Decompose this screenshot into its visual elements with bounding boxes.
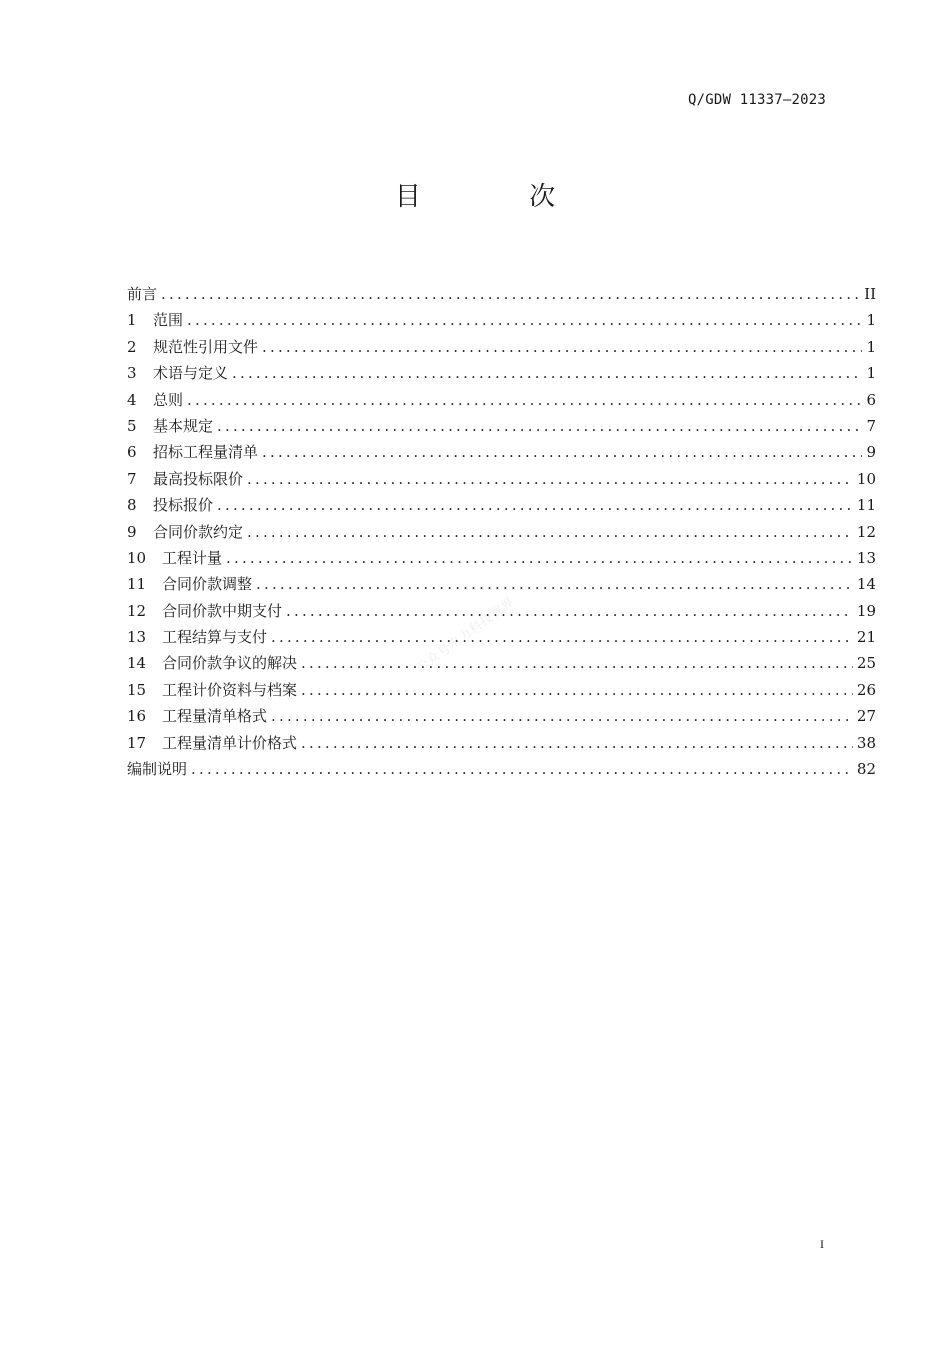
toc-leader-dots [217, 413, 862, 439]
toc-entry[interactable] [127, 307, 876, 333]
toc-entry[interactable] [127, 387, 876, 413]
toc-entry[interactable] [127, 571, 876, 597]
toc-leader-dots [161, 281, 860, 307]
toc-entry[interactable] [127, 492, 876, 518]
toc-entry-page: 27 [856, 707, 876, 726]
toc-entry-page: 38 [856, 733, 876, 752]
toc-entry-label: 工程计价资料与档案 [162, 680, 298, 699]
toc-entry-label: 工程计量 [162, 548, 223, 567]
toc-entry[interactable] [127, 413, 876, 439]
toc-leader-dots [247, 519, 853, 545]
toc-entry-number: 10 [127, 548, 147, 567]
page-number: I [820, 1237, 824, 1251]
toc-entry-number: 12 [127, 601, 147, 620]
toc-leader-dots [232, 360, 862, 386]
toc-entry-page: 13 [856, 548, 876, 567]
toc-entry-label: 前言 [127, 285, 158, 303]
toc-entry-label: 最高投标限价 [153, 469, 244, 488]
toc-entry-number: 16 [127, 707, 147, 726]
toc-entry-page: 9 [866, 443, 876, 462]
toc-entry-page: 19 [856, 601, 876, 620]
toc-entry-page: 7 [866, 416, 876, 435]
toc-entry-label: 工程量清单计价格式 [162, 733, 298, 752]
toc-entry-number: 4 [127, 390, 137, 409]
toc-entry-page: 1 [866, 311, 876, 330]
toc-entry[interactable] [127, 281, 876, 307]
toc-entry-number: 11 [127, 575, 147, 594]
toc-leader-dots [271, 703, 853, 729]
toc-entry[interactable] [127, 650, 876, 676]
watermark-text: 公众号电力科技视界 [414, 594, 518, 675]
toc-entry-label: 规范性引用文件 [153, 337, 259, 356]
toc-entry-page: 26 [856, 680, 876, 699]
toc-entry[interactable] [127, 598, 876, 624]
table-of-contents [127, 281, 876, 782]
toc-leader-dots [301, 677, 853, 703]
toc-entry[interactable] [127, 360, 876, 386]
toc-leader-dots [217, 492, 853, 518]
toc-entry-page: 25 [856, 654, 876, 673]
toc-entry-number: 13 [127, 628, 147, 647]
toc-leader-dots [301, 730, 853, 756]
toc-entry-label: 合同价款调整 [162, 575, 253, 594]
toc-entry-number: 17 [127, 733, 147, 752]
toc-leader-dots [271, 624, 853, 650]
toc-leader-dots [256, 571, 853, 597]
toc-leader-dots [262, 439, 862, 465]
toc-entry-label: 合同价款争议的解决 [162, 654, 298, 673]
toc-leader-dots [187, 307, 862, 333]
toc-entry-number: 1 [127, 311, 137, 330]
toc-entry[interactable] [127, 439, 876, 465]
toc-leader-dots [262, 334, 862, 360]
toc-leader-dots [226, 545, 853, 571]
toc-entry[interactable] [127, 624, 876, 650]
toc-entry[interactable] [127, 756, 876, 782]
toc-entry-number: 14 [127, 654, 147, 673]
toc-entry-number: 3 [127, 364, 137, 383]
toc-entry-label: 术语与定义 [153, 364, 229, 383]
toc-entry[interactable] [127, 703, 876, 729]
toc-entry[interactable] [127, 677, 876, 703]
toc-entry-number: 8 [127, 496, 137, 515]
toc-entry-label: 工程量清单格式 [162, 707, 268, 726]
toc-entry-label: 基本规定 [153, 416, 214, 435]
toc-leader-dots [286, 598, 853, 624]
toc-entry-label: 招标工程量清单 [153, 443, 259, 462]
toc-entry-page: II [864, 285, 876, 303]
toc-entry-label: 总则 [153, 390, 184, 409]
toc-entry-number: 7 [127, 469, 137, 488]
toc-entry[interactable] [127, 466, 876, 492]
toc-leader-dots [247, 466, 853, 492]
toc-entry[interactable] [127, 519, 876, 545]
toc-entry-label: 合同价款中期支付 [162, 601, 283, 620]
document-code: Q/GDW 11337—2023 [687, 92, 826, 108]
toc-entry[interactable] [127, 334, 876, 360]
toc-entry-page: 21 [856, 628, 876, 647]
toc-entry-page: 10 [856, 469, 876, 488]
toc-entry-page: 6 [866, 390, 876, 409]
page-title: 目 次 [394, 182, 606, 212]
toc-entry-label: 合同价款约定 [153, 522, 244, 541]
toc-entry-number: 15 [127, 680, 147, 699]
toc-entry-number: 9 [127, 522, 137, 541]
toc-entry-page: 14 [856, 575, 876, 594]
toc-entry-label: 投标报价 [153, 496, 214, 515]
toc-entry[interactable] [127, 545, 876, 571]
toc-entry-page: 1 [866, 337, 876, 356]
toc-leader-dots [187, 387, 862, 413]
toc-entry-number: 6 [127, 443, 137, 462]
toc-entry-number: 5 [127, 416, 137, 435]
toc-entry-number: 2 [127, 337, 137, 356]
toc-entry-page: 12 [856, 522, 876, 541]
toc-entry-label: 范围 [153, 311, 184, 330]
toc-leader-dots [301, 650, 853, 676]
toc-leader-dots [191, 756, 853, 782]
toc-entry-page: 11 [856, 496, 876, 515]
toc-entry-page: 82 [856, 760, 876, 779]
toc-entry-label: 工程结算与支付 [162, 628, 268, 647]
toc-entry-label: 编制说明 [127, 760, 188, 779]
toc-entry[interactable] [127, 730, 876, 756]
toc-entry-page: 1 [866, 364, 876, 383]
